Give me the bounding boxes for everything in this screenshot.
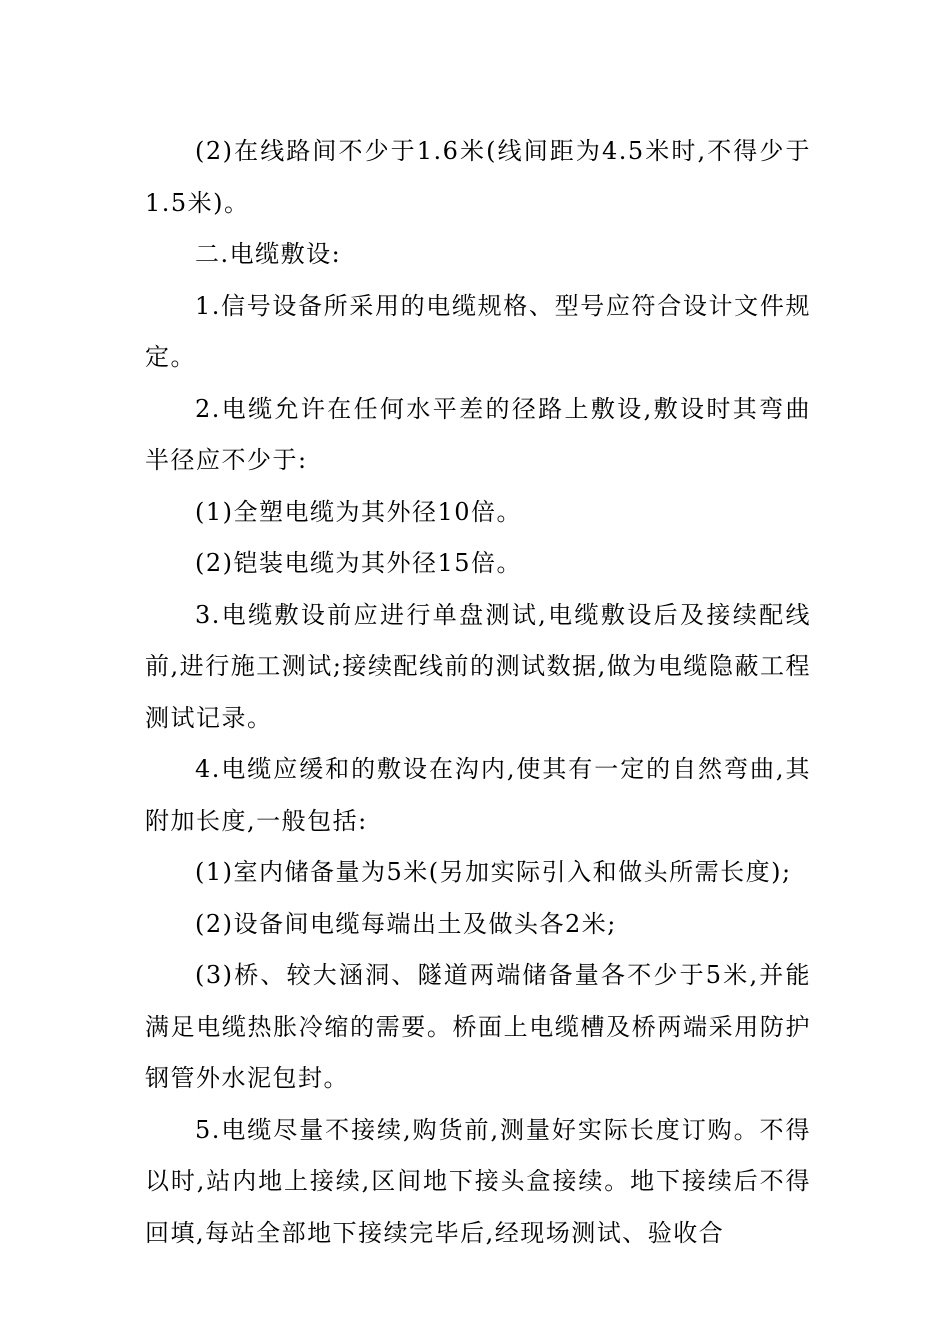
paragraph-item-3: 3.电缆敷设前应进行单盘测试,电缆敷设后及接续配线前,进行施工测试;接续配线前的测试数据,做为电缆隐蔽工程测试记录。 bbox=[145, 600, 811, 732]
document-body bbox=[145, 126, 811, 1259]
paragraph-item-4-sub-1: (1)室内储备量为5米(另加实际引入和做头所需长度); bbox=[195, 858, 792, 886]
paragraph-item-5: 5.电缆尽量不接续,购货前,测量好实际长度订购。不得以时,站内地上接续,区间地下接头盒接续。地下接续后不得回填,每站全部地下接续完毕后,经现场测试、验收合 bbox=[145, 1115, 811, 1247]
paragraph-item-2-sub-1: (1)全塑电缆为其外径10倍。 bbox=[195, 497, 523, 526]
paragraph-section-2-clearance: (2)在线路间不少于1.6米(线间距为4.5米时,不得少于1.5米)。 bbox=[145, 137, 811, 217]
paragraph-item-1: 1.信号设备所采用的电缆规格、型号应符合设计文件规定。 bbox=[145, 291, 811, 371]
paragraph-item-4: 4.电缆应缓和的敷设在沟内,使其有一定的自然弯曲,其附加长度,一般包括: bbox=[145, 755, 811, 835]
paragraph-item-2: 2.电缆允许在任何水平差的径路上敷设,敷设时其弯曲半径应不少于: bbox=[145, 394, 811, 474]
heading-cable-laying: 二.电缆敷设: bbox=[195, 240, 342, 268]
paragraph-item-4-sub-3: (3)桥、较大涵洞、隧道两端储备量各不少于5米,并能满足电缆热胀冷缩的需要。桥面上电缆槽及桥两端采用防护钢管外水泥包封。 bbox=[145, 961, 811, 1092]
paragraph-item-4-sub-2: (2)设备间电缆每端出土及做头各2米; bbox=[195, 909, 617, 938]
paragraph-item-2-sub-2: (2)铠装电缆为其外径15倍。 bbox=[195, 549, 523, 577]
